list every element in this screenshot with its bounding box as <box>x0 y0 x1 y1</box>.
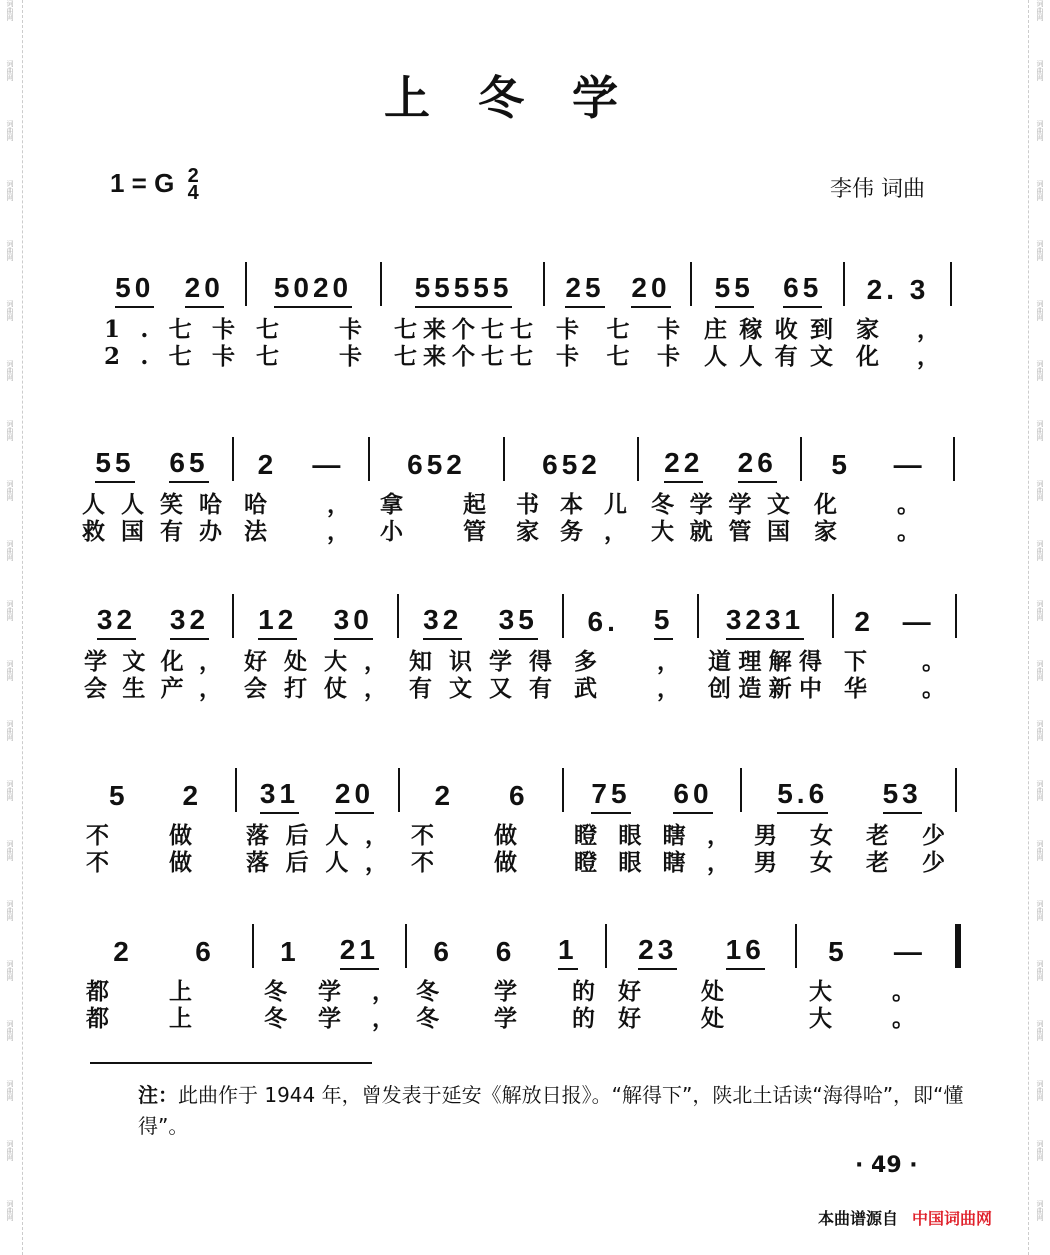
lyric-verse-2: 瞪眼瞎， <box>574 849 752 876</box>
lyric-verse-2: 落后人， <box>246 849 405 876</box>
measure-notes <box>100 268 239 308</box>
measure-notes <box>570 600 691 640</box>
measure-notes <box>407 774 556 814</box>
lyric-verse-1: 家， <box>856 316 978 343</box>
measure-notes <box>704 600 826 640</box>
measure-notes <box>852 268 944 308</box>
note-group: 55555 <box>415 272 513 308</box>
watermark-text: 词曲网 <box>1036 120 1044 141</box>
barline <box>398 768 400 812</box>
note-group: 55 <box>715 272 754 308</box>
lyric-verse-2: 七来个七七 <box>394 343 539 370</box>
author-credit: 李伟 词曲 <box>830 177 925 202</box>
measure-notes <box>240 600 391 640</box>
lyric-verse-2: 男女老少 <box>754 849 978 876</box>
lyric-verse-1: 知识学得 <box>409 648 569 675</box>
watermark-text: 词曲网 <box>1036 1140 1044 1161</box>
watermark-text: 词曲网 <box>6 1080 14 1101</box>
watermark-text: 词曲网 <box>1036 1020 1044 1041</box>
note-group: 6. <box>587 606 619 637</box>
watermark-text: 词曲网 <box>6 480 14 501</box>
lyric-verse-1: 冬学学文 <box>651 491 806 518</box>
watermark-text: 词曲网 <box>6 960 14 981</box>
watermark-text: 词曲网 <box>6 240 14 261</box>
lyric-verse-1: 不做 <box>86 822 252 849</box>
barline <box>397 594 399 638</box>
barline <box>605 924 607 968</box>
watermark-text: 词曲网 <box>1036 900 1044 921</box>
barline <box>252 924 254 968</box>
watermark-text: 词曲网 <box>1036 300 1044 321</box>
note-group: 23 <box>638 934 677 970</box>
lyric-verse-2: 大。 <box>809 1005 975 1032</box>
barline <box>245 262 247 306</box>
measure-notes <box>242 774 392 814</box>
lyric-verse-1: 冬学的 <box>416 978 650 1005</box>
watermark-text: 词曲网 <box>1036 360 1044 381</box>
measure-notes <box>252 268 374 308</box>
lyric-verse-1: 冬学， <box>264 978 426 1005</box>
key-label: 1 = G <box>110 168 175 198</box>
note-group: 53 <box>883 778 922 814</box>
note-group: 3231 <box>726 604 804 640</box>
barline <box>955 594 957 638</box>
note-group: 6 <box>195 936 215 967</box>
watermark-text: 词曲网 <box>6 420 14 441</box>
note-group: 652 <box>407 449 466 480</box>
note-group: 12 <box>258 604 297 640</box>
watermark-text: 词曲网 <box>6 780 14 801</box>
lyric-verse-1: 化。 <box>814 491 980 518</box>
watermark-text: 词曲网 <box>1036 1080 1044 1101</box>
lyric-verse-2: 法， <box>244 518 410 545</box>
barline <box>740 768 742 812</box>
note-group: — <box>893 449 926 480</box>
barline <box>637 437 639 481</box>
source-site-link[interactable]: 中国词曲网 <box>912 1209 993 1228</box>
note-group: 2 <box>257 449 278 480</box>
note-group: 50 <box>115 272 154 308</box>
lyric-verse-2: 卡七卡 <box>556 343 708 370</box>
lyric-verse-2: 救国有办 <box>82 518 238 545</box>
note-group: 21 <box>340 934 379 970</box>
watermark-text: 词曲网 <box>1036 720 1044 741</box>
lyric-verse-1: 落后人， <box>246 822 405 849</box>
note-group: 25 <box>565 272 604 308</box>
watermark-text: 词曲网 <box>6 180 14 201</box>
measure-notes <box>260 930 399 970</box>
lyric-verse-2: 会打仗， <box>244 675 404 702</box>
note-group: 5020 <box>274 272 352 308</box>
watermark-text: 词曲网 <box>6 600 14 621</box>
barline <box>795 924 797 968</box>
lyric-verse-2: 不做 <box>411 849 577 876</box>
right-margin-line <box>1028 0 1030 1255</box>
note-group: 5.6 <box>777 778 828 814</box>
measure-notes <box>82 930 246 970</box>
note-group: 2 <box>854 606 874 637</box>
time-bottom: 4 <box>187 182 199 205</box>
measure-notes <box>80 600 226 640</box>
key-signature <box>110 165 199 205</box>
time-top: 2 <box>187 165 199 188</box>
barline <box>843 262 845 306</box>
note-group: 20 <box>631 272 670 308</box>
lyric-verse-2: 好处 <box>618 1005 784 1032</box>
watermark-text: 词曲网 <box>1036 240 1044 261</box>
lyric-verse-1: 人人笑哈 <box>82 491 238 518</box>
lyric-verse-1: 学文化， <box>84 648 238 675</box>
barline <box>800 437 802 481</box>
lyric-verse-1: 书本儿 <box>516 491 648 518</box>
lyric-verse-2: 大就管国 <box>651 518 806 545</box>
note-group: 5 <box>108 780 129 811</box>
lyric-verse-2: 家务， <box>516 518 648 545</box>
note-group: 32 <box>423 604 462 640</box>
note-group: 652 <box>542 449 601 480</box>
note-group: 31 <box>260 778 299 814</box>
note-group: 6 <box>495 936 516 967</box>
note-group: 5 <box>654 604 674 640</box>
lyric-verse-1: 不做 <box>411 822 577 849</box>
lyric-verse-2: 都上 <box>86 1005 252 1032</box>
watermark-text: 词曲网 <box>6 1140 14 1161</box>
lyric-verse-1: 1.七卡 <box>104 316 256 343</box>
time-signature <box>187 165 199 205</box>
watermark-text: 词曲网 <box>1036 480 1044 501</box>
barline <box>232 437 234 481</box>
barline <box>562 768 564 812</box>
lyric-verse-2: 小管 <box>380 518 546 545</box>
barline <box>405 924 407 968</box>
note-group: 1 <box>558 934 578 970</box>
lyric-verse-2: 家。 <box>814 518 980 545</box>
watermark-text: 词曲网 <box>1036 180 1044 201</box>
watermark-text: 词曲网 <box>6 900 14 921</box>
lyric-verse-2: 会生产， <box>84 675 238 702</box>
left-margin-line <box>22 0 24 1255</box>
measure-notes <box>805 930 949 970</box>
lyric-verse-2: 化， <box>856 343 978 370</box>
measure-notes <box>390 268 537 308</box>
note-group: 65 <box>169 447 208 483</box>
footnote-label: 注： <box>138 1083 178 1107</box>
lyric-verse-1: 瞪眼瞎， <box>574 822 752 849</box>
note-group: 32 <box>170 604 209 640</box>
barline <box>235 768 237 812</box>
watermark-text: 词曲网 <box>1036 600 1044 621</box>
watermark-text: 词曲网 <box>6 1020 14 1041</box>
measure-notes <box>700 268 837 308</box>
lyric-verse-2: 有文又有 <box>409 675 569 702</box>
measure-notes <box>512 443 631 483</box>
note-group: 75 <box>591 778 630 814</box>
lyric-verse-2: 武， <box>574 675 740 702</box>
note-group: 60 <box>673 778 712 814</box>
watermark-text: 词曲网 <box>6 60 14 81</box>
footnote-text: 此曲作于 1944 年，曾发表于延安《解放日报》。“解得下”，陕北土话读“海得哈”，即“懂得”。 <box>138 1083 964 1138</box>
lyric-verse-1: 好处大， <box>244 648 404 675</box>
lyric-verse-1: 多， <box>574 648 740 675</box>
lyric-verse-2: 七卡 <box>256 343 422 370</box>
footnote-divider <box>90 1062 372 1064</box>
watermark-text: 词曲网 <box>6 720 14 741</box>
measure-notes <box>614 930 789 970</box>
note-group: 65 <box>783 272 822 308</box>
lyric-verse-1: 男女老少 <box>754 822 978 849</box>
watermark-text: 词曲网 <box>1036 0 1044 21</box>
lyric-verse-2: 创造新中 <box>708 675 830 702</box>
note-group: — <box>312 449 345 480</box>
watermark-text: 词曲网 <box>1036 540 1044 561</box>
measure-notes <box>376 443 497 483</box>
note-group: 5 <box>831 449 851 480</box>
measure-notes <box>412 930 599 970</box>
note-group: 2 <box>182 780 203 811</box>
measure-notes <box>840 600 949 640</box>
note-group: 2. 3 <box>866 274 930 305</box>
lyric-verse-2: 2.七卡 <box>104 343 256 370</box>
watermark-text: 词曲网 <box>6 360 14 381</box>
note-group: — <box>893 936 926 967</box>
source-credit <box>818 1206 992 1229</box>
note-group: 1 <box>280 936 300 967</box>
lyric-verse-1: 大。 <box>809 978 975 1005</box>
watermark-text: 词曲网 <box>6 0 14 21</box>
lyric-verse-1: 拿起 <box>380 491 546 518</box>
barline <box>503 437 505 481</box>
watermark-text: 词曲网 <box>6 1200 14 1221</box>
measure-notes <box>78 443 226 483</box>
watermark-text: 词曲网 <box>6 540 14 561</box>
lyric-verse-2: 华。 <box>844 675 1000 702</box>
lyric-verse-1: 道理解得 <box>708 648 830 675</box>
note-group: 5 <box>828 936 848 967</box>
lyric-verse-2: 冬学， <box>264 1005 426 1032</box>
measure-notes <box>570 774 734 814</box>
source-prefix: 本曲谱源自 <box>818 1209 899 1228</box>
lyric-verse-1: 七卡 <box>256 316 422 343</box>
page-number: · 49 · <box>855 1153 918 1178</box>
note-group: 20 <box>335 778 374 814</box>
lyric-verse-1: 庄稼收到 <box>704 316 846 343</box>
measure-notes <box>82 774 229 814</box>
barline <box>543 262 545 306</box>
watermark-text: 词曲网 <box>6 120 14 141</box>
note-group: 30 <box>334 604 373 640</box>
barline <box>697 594 699 638</box>
measure-notes <box>810 443 947 483</box>
watermark-text: 词曲网 <box>1036 420 1044 441</box>
barline <box>562 594 564 638</box>
note-group: 20 <box>185 272 224 308</box>
song-title: 上冬学 <box>384 71 666 125</box>
note-group: 2 <box>113 936 133 967</box>
lyric-verse-1: 都上 <box>86 978 252 1005</box>
barline <box>368 437 370 481</box>
watermark-text: 词曲网 <box>6 300 14 321</box>
lyric-verse-1: 好处 <box>618 978 784 1005</box>
barline <box>690 262 692 306</box>
note-group: 2 <box>434 780 455 811</box>
note-group: — <box>902 606 935 637</box>
lyric-verse-1: 七来个七七 <box>394 316 539 343</box>
lyric-verse-2: 人人有文 <box>704 343 846 370</box>
lyric-verse-2: 冬学的 <box>416 1005 650 1032</box>
measure-notes <box>647 443 794 483</box>
barline <box>950 262 952 306</box>
barline <box>832 594 834 638</box>
lyric-verse-2: 不做 <box>86 849 252 876</box>
footnote <box>138 1080 988 1142</box>
barline <box>953 437 955 481</box>
note-group: 6 <box>433 936 453 967</box>
measure-notes <box>405 600 556 640</box>
barline <box>955 768 957 812</box>
lyric-verse-1: 哈， <box>244 491 410 518</box>
watermark-text: 词曲网 <box>6 660 14 681</box>
lyric-verse-1: 下。 <box>844 648 1000 675</box>
measure-notes <box>750 774 949 814</box>
lyric-verse-1: 卡七卡 <box>556 316 708 343</box>
watermark-text: 词曲网 <box>1036 660 1044 681</box>
note-group: 6 <box>508 780 529 811</box>
note-group: 32 <box>97 604 136 640</box>
watermark-text: 词曲网 <box>6 840 14 861</box>
note-group: 55 <box>95 447 134 483</box>
note-group: 26 <box>738 447 777 483</box>
final-barline <box>955 924 961 968</box>
measure-notes <box>240 443 362 483</box>
watermark-text: 词曲网 <box>1036 60 1044 81</box>
barline <box>232 594 234 638</box>
watermark-text: 词曲网 <box>1036 780 1044 801</box>
barline <box>380 262 382 306</box>
note-group: 16 <box>726 934 765 970</box>
watermark-text: 词曲网 <box>1036 960 1044 981</box>
watermark-text: 词曲网 <box>1036 840 1044 861</box>
note-group: 35 <box>499 604 538 640</box>
note-group: 22 <box>664 447 703 483</box>
measure-notes <box>552 268 684 308</box>
watermark-text: 词曲网 <box>1036 1200 1044 1221</box>
